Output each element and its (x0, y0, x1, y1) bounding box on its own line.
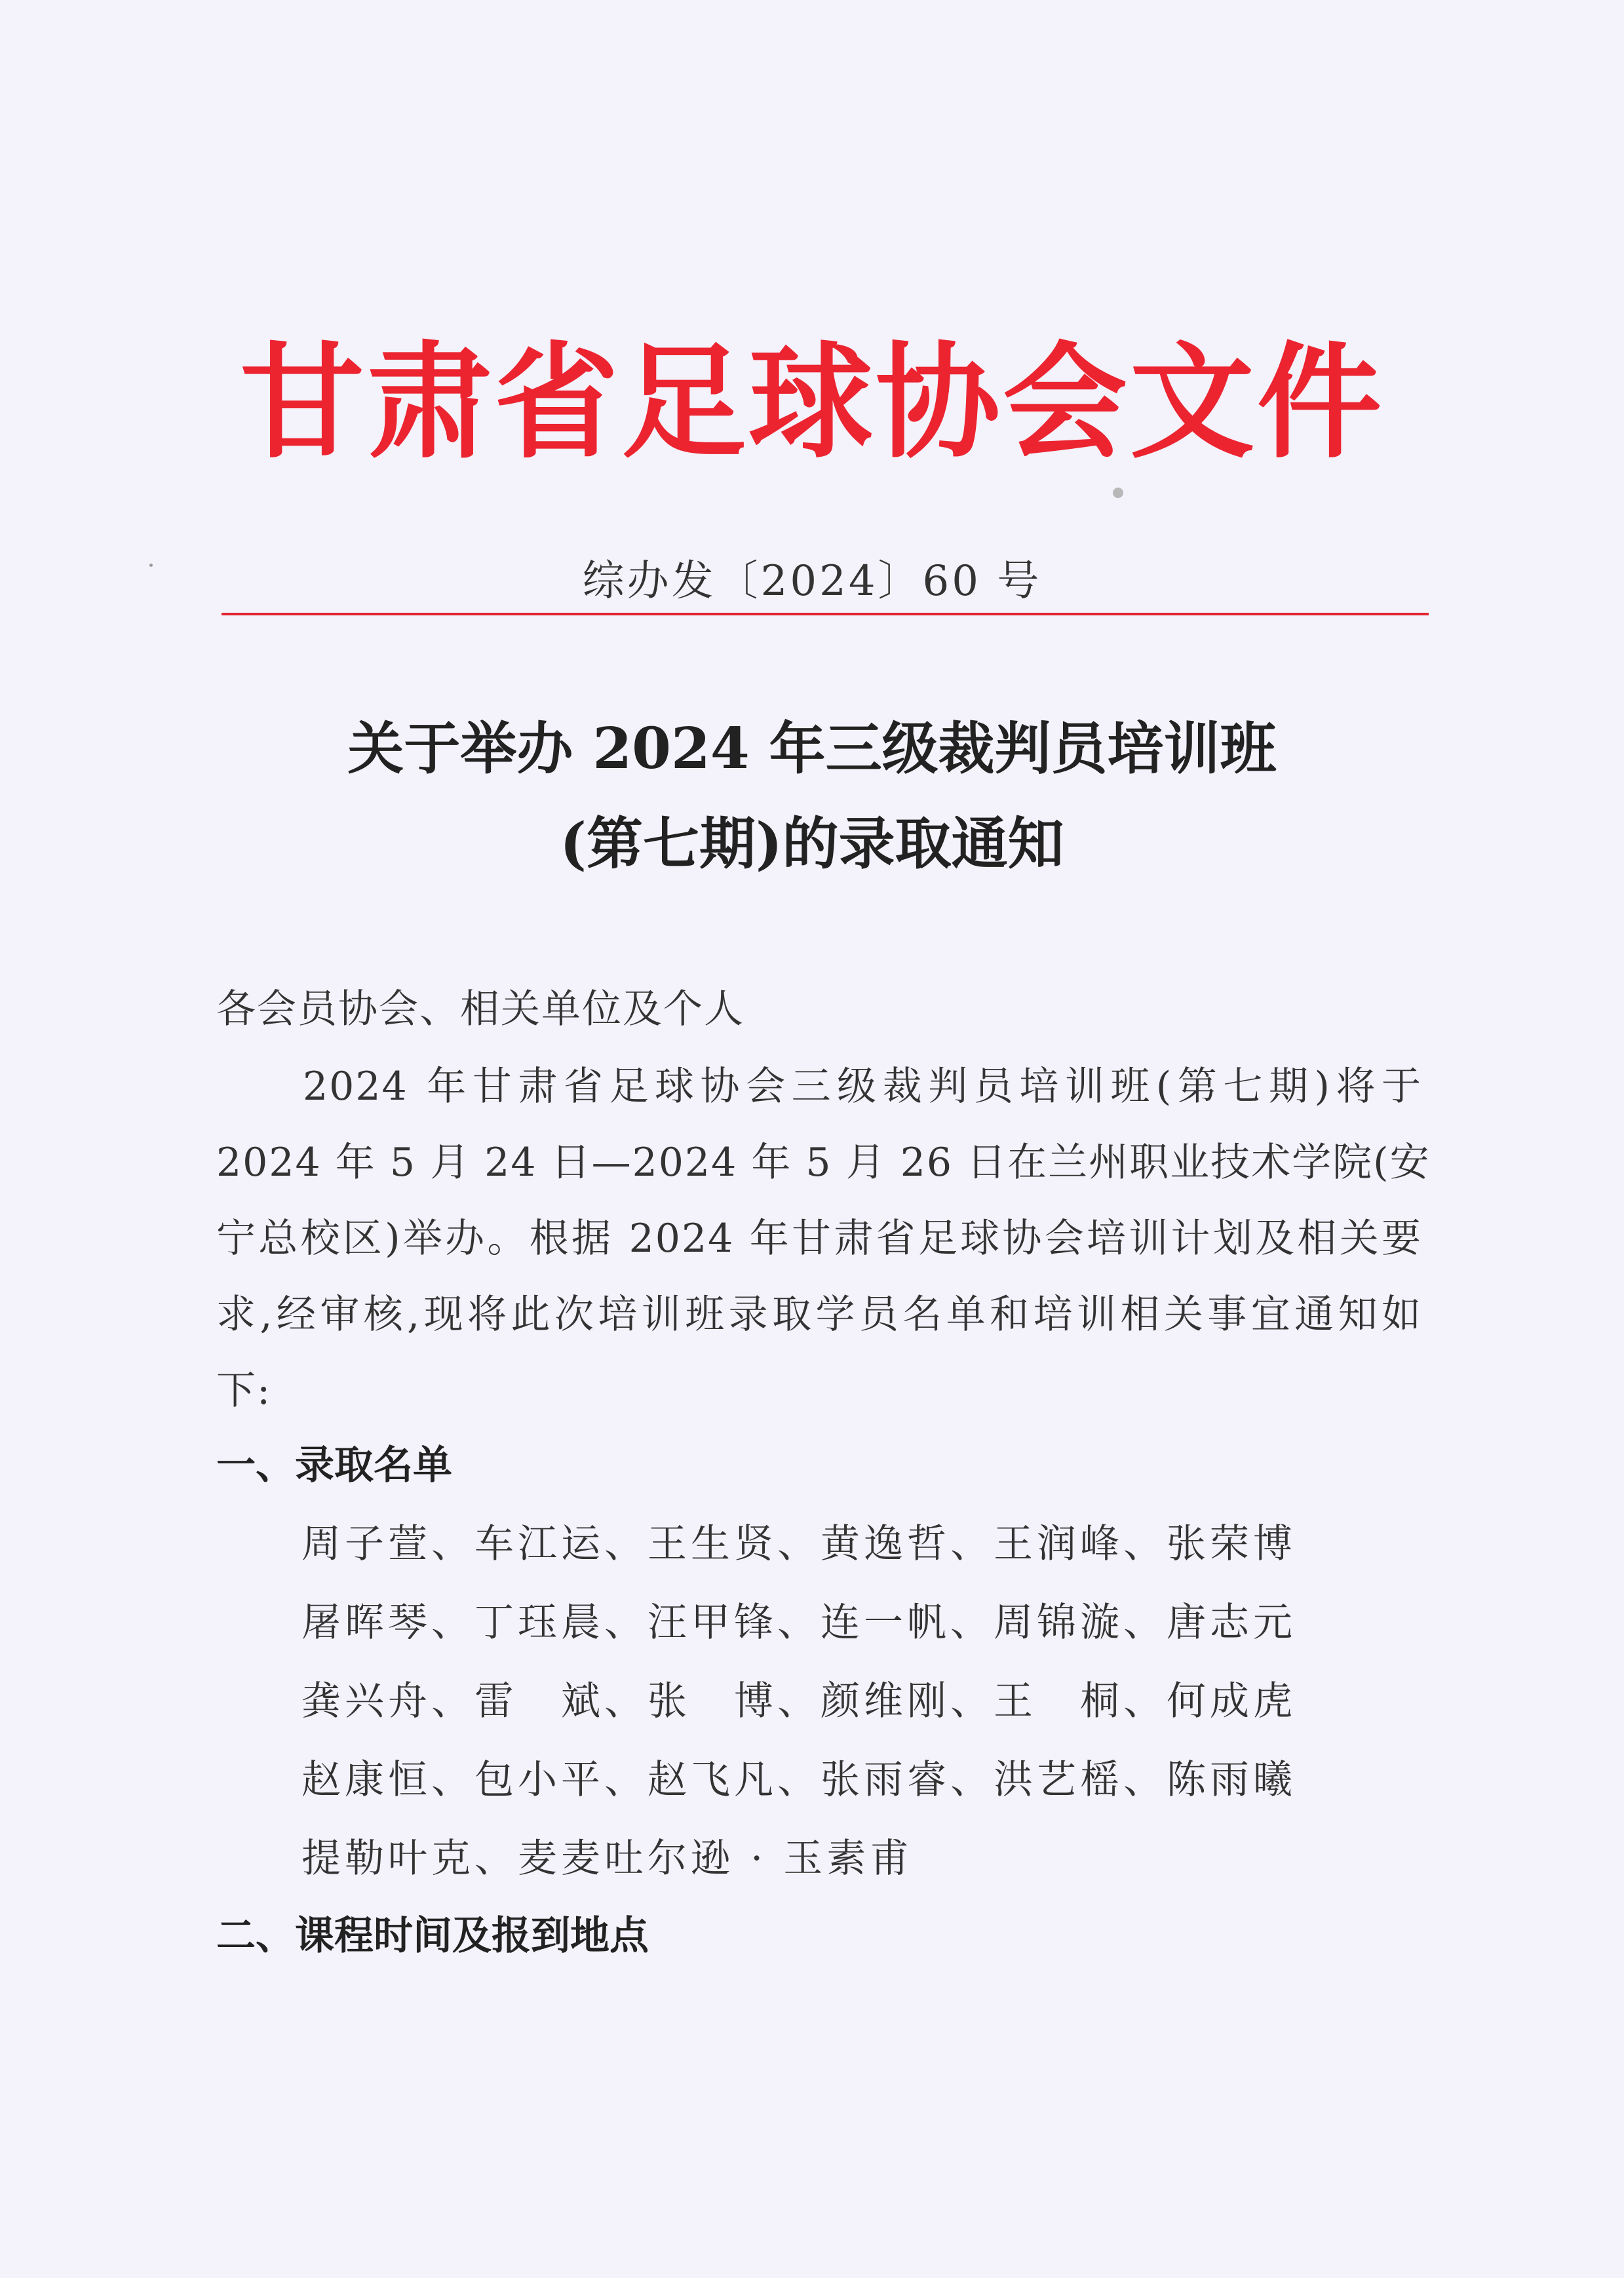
paragraph-line-1: 2024 年甘肃省足球协会三级裁判员培训班(第七期)将于 (303, 1064, 1422, 1110)
name-list-row: 周子萱、车江运、王生贤、黄逸哲、王润峰、张荣博 (301, 1521, 1296, 1567)
notice-title-line-2: (第七期)的录取通知 (560, 811, 1064, 877)
notice-title-line-1: 关于举办 2024 年三级裁判员培训班 (347, 716, 1277, 782)
paragraph-line-2: 2024 年 5 月 24 日—2024 年 5 月 26 日在兰州职业技术学院(安 (216, 1140, 1431, 1186)
document-number: 综办发〔2024〕60 号 (582, 557, 1042, 606)
paragraph-line-4: 求,经审核,现将此次培训班录取学员名单和培训相关事宜通知如 (216, 1292, 1422, 1338)
paragraph-line-3: 宁总校区)举办。根据 2024 年甘肃省足球协会培训计划及相关要 (216, 1216, 1422, 1262)
name-list-row: 屠晖琴、丁珏晨、汪甲锋、连一帆、周锦漩、唐志元 (301, 1600, 1296, 1646)
org-letterhead-title: 甘肃省足球协会文件 (239, 330, 1384, 475)
section-heading-admission-list: 一、录取名单 (216, 1442, 452, 1488)
paragraph-line-5: 下: (216, 1368, 272, 1414)
scan-speck (1113, 488, 1123, 498)
section-heading-schedule-location: 二、课程时间及报到地点 (216, 1913, 649, 1959)
red-divider-line (222, 613, 1429, 615)
name-list-row: 赵康恒、包小平、赵飞凡、张雨睿、洪艺榣、陈雨曦 (301, 1757, 1296, 1803)
salutation: 各会员协会、相关单位及个人 (216, 986, 744, 1032)
name-list-row: 提勒叶克、麦麦吐尔逊 · 玉素甫 (301, 1836, 914, 1882)
name-list-row: 龚兴舟、雷 斌、张 博、颜维刚、王 桐、何成虎 (301, 1678, 1296, 1724)
